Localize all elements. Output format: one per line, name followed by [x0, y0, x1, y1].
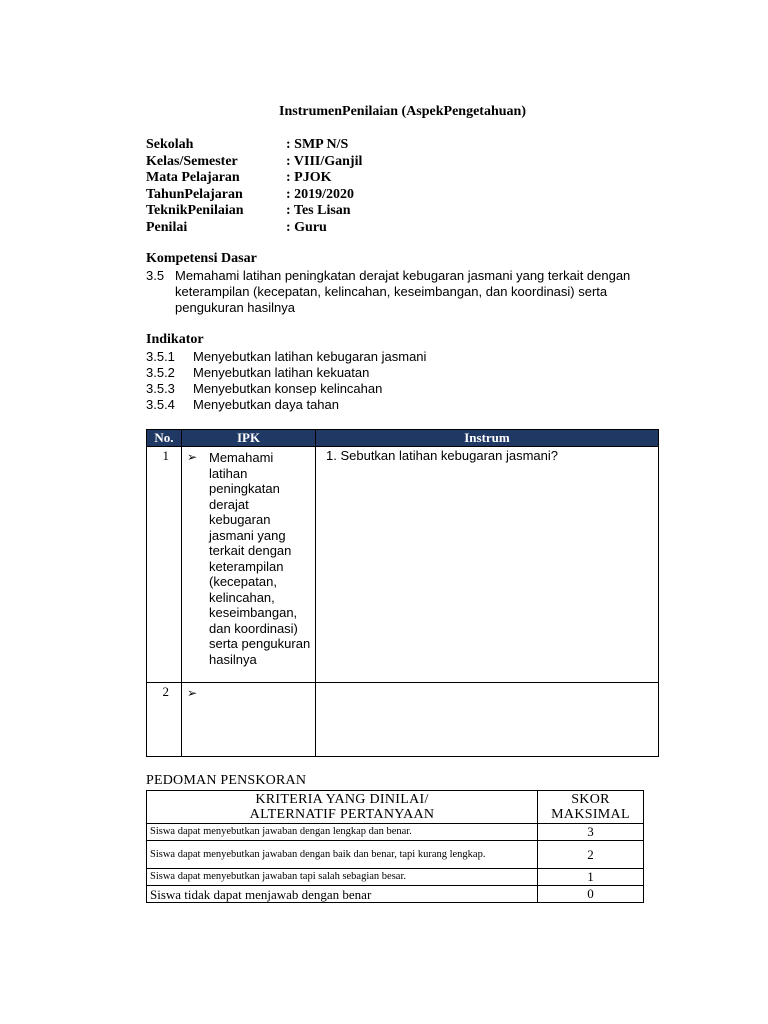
identity-block [146, 137, 362, 236]
indikator-text: Menyebutkan daya tahan [193, 397, 339, 412]
info-row-teknik [146, 203, 362, 220]
instrument-table-header [147, 430, 659, 447]
criteria-cell: Siswa dapat menyebutkan jawaban dengan baik dan benar, tapi kurang lengkap. [147, 841, 538, 869]
header-instrum: Instrum [316, 430, 659, 447]
kompetensi-heading: Kompetensi Dasar [146, 251, 257, 266]
header-ipk: IPK [182, 430, 316, 447]
indikator-item [146, 349, 426, 365]
table-row [147, 447, 659, 683]
info-row-sekolah [146, 137, 362, 154]
score-cell: 1 [538, 869, 644, 886]
arrow-bullet-icon: ➢ [187, 450, 198, 464]
indikator-item [146, 365, 426, 381]
info-value: : VIII/Ganjil [286, 153, 363, 169]
indikator-number: 3.5.3 [146, 381, 175, 396]
info-row-penilai [146, 220, 362, 237]
score-cell: 3 [538, 824, 644, 841]
table-row [147, 841, 644, 869]
ipk-text: Memahami latihan peningkatan derajat kebugaran jasmani yang terkait dengan keterampilan (kecepatan, kelincahan, keseimbangan, dan koordinasi) serta pengukuran hasilnya [209, 450, 311, 667]
table-row [147, 824, 644, 841]
info-label: Kelas/Semester [146, 153, 238, 169]
info-row-kelas [146, 154, 362, 171]
instrum-cell: 1. Sebutkan latihan kebugaran jasmani? [316, 447, 659, 683]
info-value: : Tes Lisan [286, 203, 351, 218]
header-criteria-line2: ALTERNATIF PERTANYAAN [249, 807, 435, 822]
info-row-tahun [146, 187, 362, 204]
ipk-cell [182, 447, 316, 683]
info-label: Sekolah [146, 137, 194, 152]
indikator-item [146, 381, 426, 397]
criteria-cell: Siswa dapat menyebutkan jawaban dengan lengkap dan benar. [147, 824, 538, 841]
header-no: No. [147, 430, 182, 447]
indikator-text: Menyebutkan konsep kelincahan [193, 381, 383, 396]
table-row [147, 683, 659, 757]
instrum-cell [316, 683, 659, 757]
criteria-cell: Siswa tidak dapat menjawab dengan benar [147, 886, 538, 903]
document-title: InstrumenPenilaian (AspekPengetahuan) [279, 104, 526, 119]
row-number: 2 [147, 683, 182, 757]
kompetensi-text: Memahami latihan peningkatan derajat kebugaran jasmani yang terkait dengan keterampilan (kecepatan, kelincahan, keseimbangan, dan koordinasi) serta pengukuran hasilnya [175, 268, 631, 315]
info-value: : PJOK [286, 170, 332, 185]
score-cell: 0 [538, 886, 644, 903]
table-row [147, 869, 644, 886]
ipk-cell [182, 683, 316, 757]
header-score-line1: SKOR [571, 792, 610, 807]
table-row [147, 886, 644, 903]
info-value: : Guru [286, 219, 327, 235]
row-number: 1 [147, 447, 182, 683]
info-label: TahunPelajaran [146, 186, 243, 202]
indikator-item [146, 397, 426, 413]
kompetensi-number: 3.5 [146, 268, 165, 283]
score-cell: 2 [538, 841, 644, 869]
info-label: TeknikPenilaian [146, 203, 244, 218]
criteria-cell: Siswa dapat menyebutkan jawaban tapi salah sebagian besar. [147, 869, 538, 886]
header-criteria-line1: KRITERIA YANG DINILAI/ [255, 792, 429, 807]
indikator-list [146, 349, 426, 413]
header-criteria [147, 791, 538, 824]
indikator-text: Menyebutkan latihan kekuatan [193, 365, 370, 380]
indikator-text: Menyebutkan latihan kebugaran jasmani [193, 349, 427, 364]
info-label: Penilai [146, 219, 188, 235]
instrument-table [146, 429, 659, 757]
info-value: : 2019/2020 [286, 186, 355, 202]
header-score [538, 791, 644, 824]
scoring-table [146, 790, 644, 903]
info-label: Mata Pelajaran [146, 170, 240, 185]
header-score-line2: MAKSIMAL [551, 807, 630, 822]
info-row-mapel [146, 170, 362, 187]
arrow-bullet-icon: ➢ [187, 686, 198, 700]
indikator-number: 3.5.1 [146, 349, 175, 364]
scoring-table-header [147, 791, 644, 824]
indikator-heading: Indikator [146, 332, 204, 347]
indikator-number: 3.5.2 [146, 365, 175, 380]
info-value: : SMP N/S [286, 137, 349, 152]
indikator-number: 3.5.4 [146, 397, 175, 412]
pedoman-title: PEDOMAN PENSKORAN [146, 773, 307, 788]
